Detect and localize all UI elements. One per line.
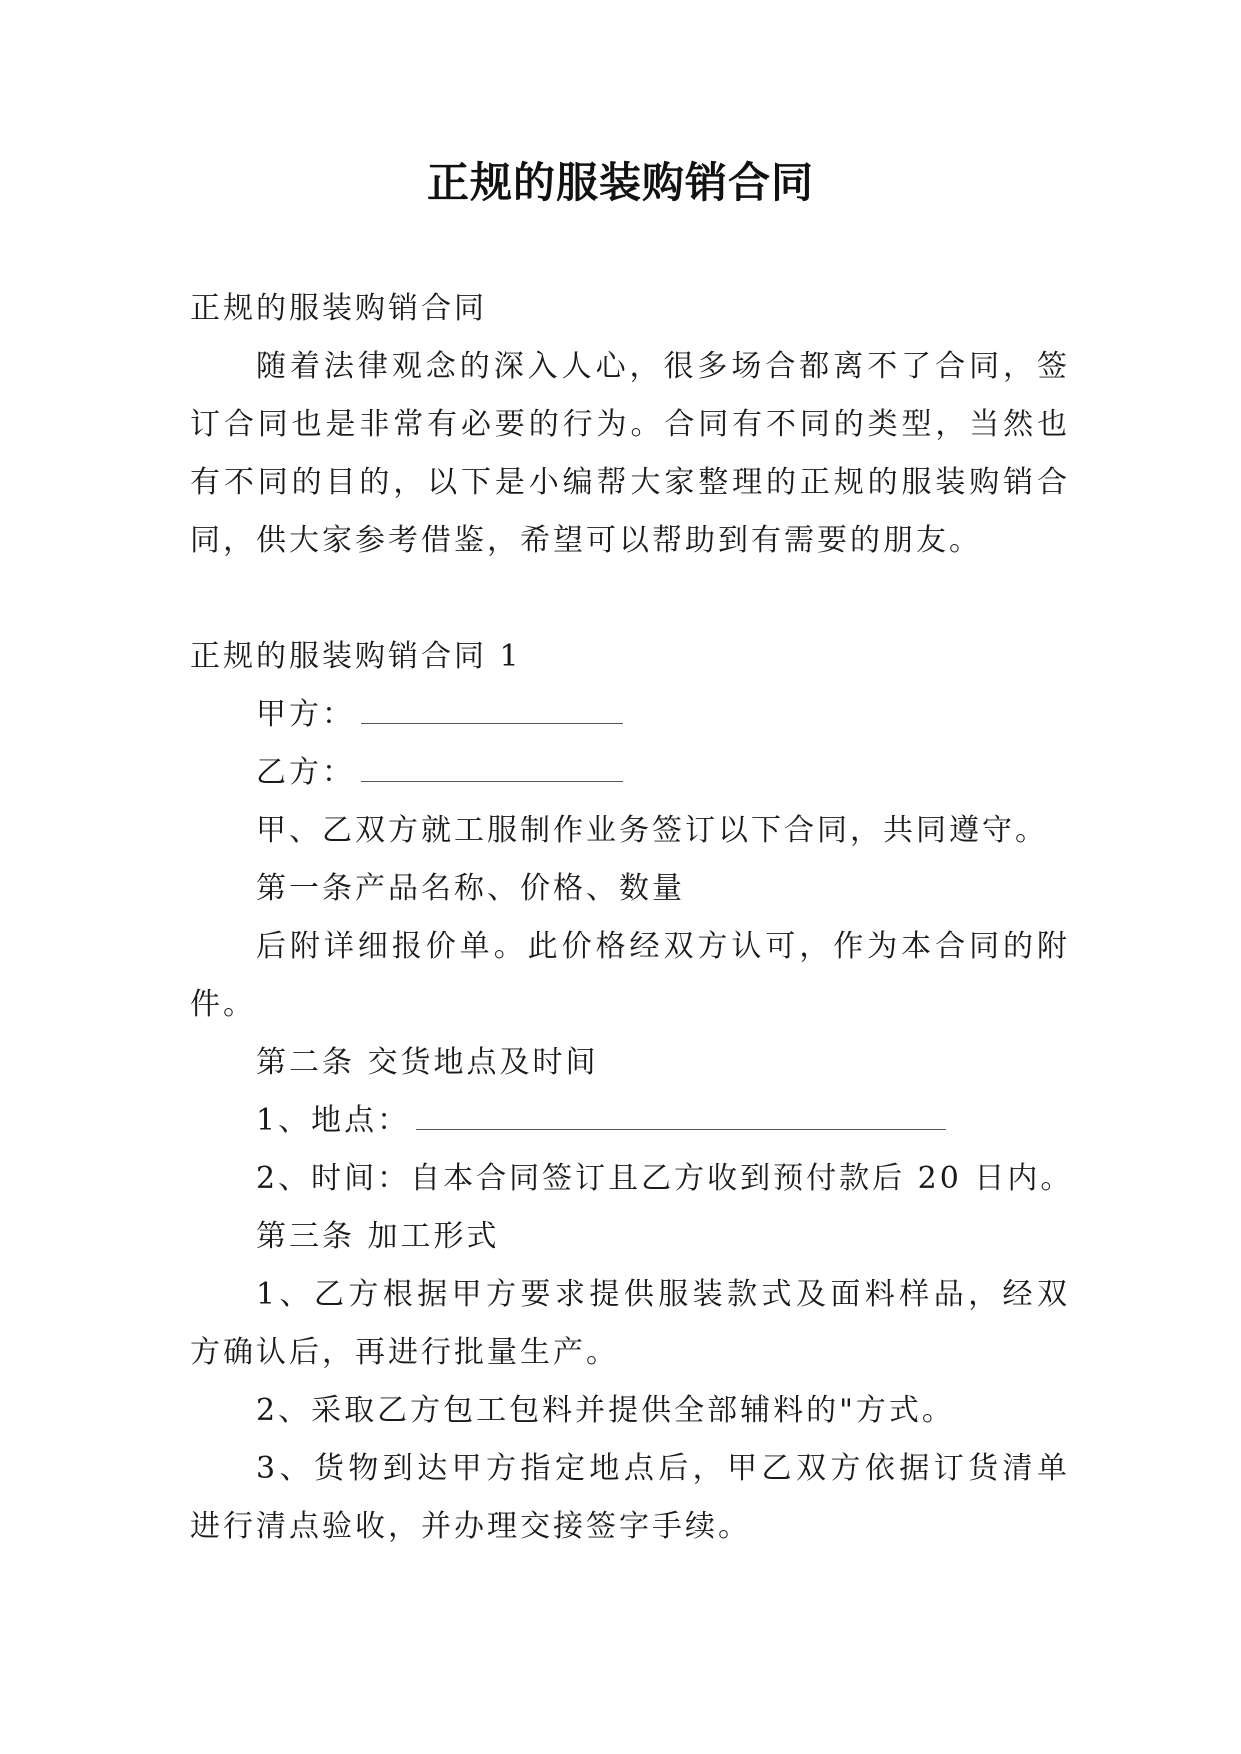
location-blank bbox=[416, 1107, 946, 1130]
document-title: 正规的服装购销合同 bbox=[426, 158, 814, 207]
agreement-line: 甲、乙双方就工服制作业务签订以下合同，共同遵守。 bbox=[256, 813, 1048, 848]
document-body bbox=[190, 280, 1074, 1556]
party-a-blank bbox=[361, 701, 623, 724]
intro-paragraph: 随着法律观念的深入人心，很多场合都离不了合同，签订合同也是非常有必要的行为。合同有不同的类型，当然也有不同的目的，以下是小编帮大家整理的正规的服装购销合同，供大家参考借鉴，希望可以帮助到有需要的朋友。 bbox=[190, 349, 1070, 558]
article-3-item-3: 3、货物到达甲方指定地点后，甲乙双方依据订货清单进行清点验收，并办理交接签字手续。 bbox=[190, 1451, 1070, 1544]
article-3-title: 第三条 加工形式 bbox=[256, 1219, 500, 1254]
article-3-item-1: 1、乙方根据甲方要求提供服装款式及面料样品，经双方确认后，再进行批量生产。 bbox=[190, 1277, 1070, 1370]
party-b-blank bbox=[361, 759, 623, 782]
article-2-title: 第二条 交货地点及时间 bbox=[256, 1045, 599, 1080]
party-b-line bbox=[190, 744, 1070, 802]
article-2-item-1 bbox=[190, 1092, 1070, 1150]
party-b-label: 乙方： bbox=[256, 755, 355, 790]
article-3-item-2: 2、采取乙方包工包料并提供全部辅料的"方式。 bbox=[256, 1393, 955, 1428]
section-title: 正规的服装购销合同 1 bbox=[190, 639, 522, 674]
party-a-line bbox=[190, 686, 1070, 744]
spacer bbox=[190, 570, 1070, 628]
document-heading: 正规的服装购销合同 bbox=[190, 291, 487, 326]
article-2-item-2: 2、时间：自本合同签订且乙方收到预付款后 20 日内。 bbox=[256, 1161, 1074, 1196]
article-1-text: 后附详细报价单。此价格经双方认可，作为本合同的附件。 bbox=[190, 929, 1070, 1022]
location-label: 1、地点： bbox=[256, 1103, 411, 1138]
party-a-label: 甲方： bbox=[256, 697, 355, 732]
article-1-title: 第一条产品名称、价格、数量 bbox=[256, 871, 685, 906]
